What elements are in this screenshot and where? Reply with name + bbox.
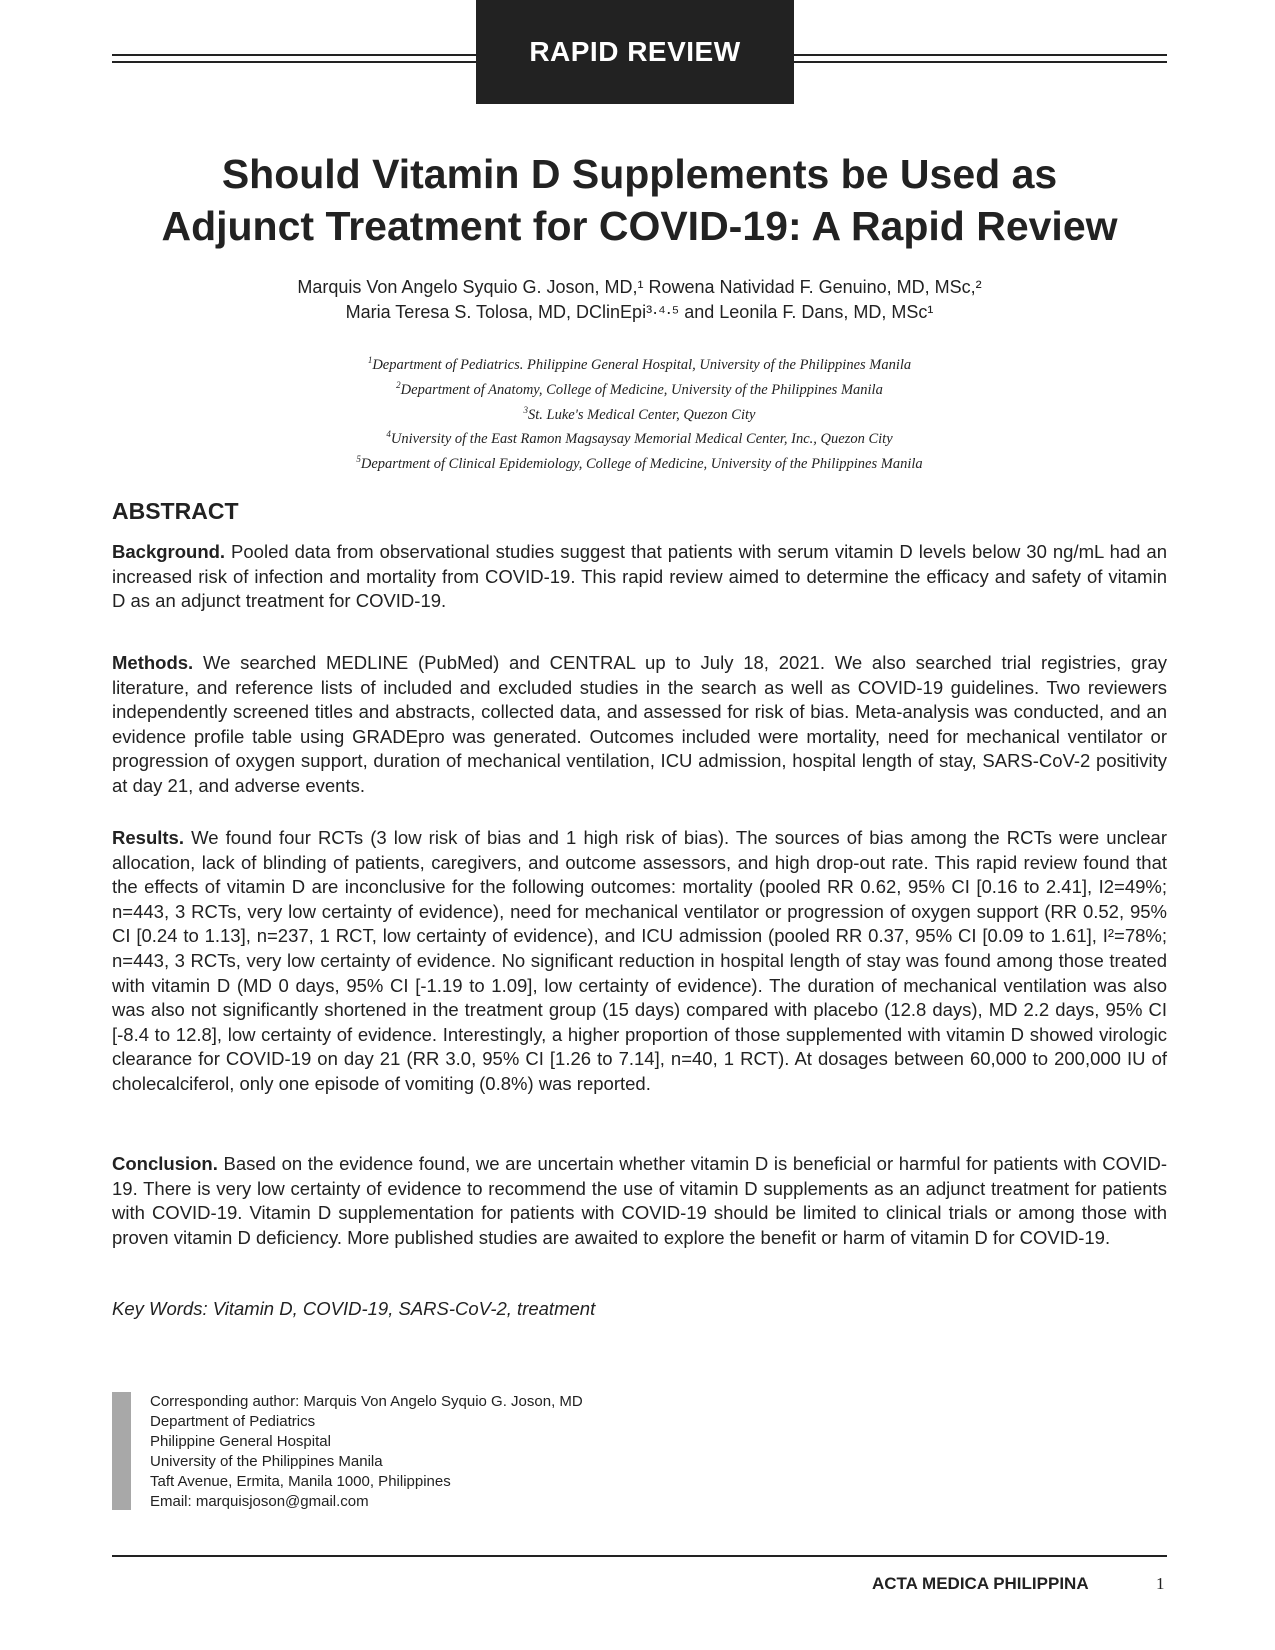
- article-title-line-1: Should Vitamin D Supplements be Used as: [221, 151, 1058, 197]
- background-text: Pooled data from observational studies suggest that patients with serum vitamin D levels below 30 ng/mL had an increased risk of infection and mortality from COVID-19. This rapid review aimed to determine the efficacy and safety of vitamin D as an adjunct treatment for COVID-19.: [112, 541, 1167, 612]
- conclusion-text: Based on the evidence found, we are uncertain whether vitamin D is beneficial or harmful for patients with COVID-19. There is very low certainty of evidence to recommend the use of vitamin D supplements as an adjunct treatment for patients with COVID-19. Vitamin D supplementation for patients with COVID-19 should be limited to clinical trials or among those with proven vitamin D deficiency. More published studies are awaited to explore the benefit or harm of vitamin D for COVID-19.: [112, 1153, 1167, 1248]
- background-label: Background.: [112, 541, 226, 562]
- corresponding-line: Department of Pediatrics: [150, 1413, 316, 1430]
- corresponding-author: [150, 1392, 583, 1512]
- results-text: We found four RCTs (3 low risk of bias and 1 high risk of bias). The sources of bias among the RCTs were unclear allocation, lack of blinding of patients, caregivers, and outcome assessors, and high drop-out rate. This rapid review found that the effects of vitamin D are inconclusive for the following outcomes: mortality (pooled RR 0.62, 95% CI [0.16 to 2.41], I2=49%; n=443, 3 RCTs, very low certainty of evidence), need for mechanical ventilator or progression of oxygen support (RR 0.52, 95% CI [0.24 to 1.13], n=237, 1 RCT, low certainty of evidence), and ICU admission (pooled RR 0.37, 95% CI [0.09 to 1.61], I²=78%; n=443, 3 RCTs, very low certainty of evidence. No significant reduction in hospital length of stay was found among those treated with vitamin D (MD 0 days, 95% CI [-1.19 to 1.09], low certainty of evidence). The duration of mechanical ventilation was also was also not significantly shortened in the treatment group (15 days) compared with placebo (12.8 days), MD 2.2 days, 95% CI [-8.4 to 12.8], low certainty of evidence. Interestingly, a higher proportion of those supplemented with vitamin D showed virologic clearance for COVID-19 on day 21 (RR 3.0, 95% CI [1.26 to 7.14], n=40, 1 RCT). At dosages between 60,000 to 200,000 IU of cholecalciferol, only one episode of vomiting (0.8%) was reported.: [112, 827, 1167, 1094]
- author-list: [112, 275, 1167, 325]
- methods-text: We searched MEDLINE (PubMed) and CENTRAL up to July 18, 2021. We also searched trial registries, gray literature, and reference lists of included and excluded studies in the search as well as COVID-19 guidelines. Two reviewers independently screened titles and abstracts, collected data, and assessed for risk of bias. Meta-analysis was conducted, and an evidence profile table using GRADEpro was generated. Outcomes included were mortality, need for mechanical ventilator or progression of oxygen support, duration of mechanical ventilation, ICU admission, hospital length of stay, SARS-CoV-2 positivity at day 21, and adverse events.: [112, 652, 1167, 796]
- author-line-2: Maria Teresa S. Tolosa, MD, DClinEpi³·⁴·⁵ and Leonila F. Dans, MD, MSc¹: [345, 302, 934, 322]
- corresponding-line: Corresponding author: Marquis Von Angelo Syquio G. Joson, MD: [150, 1393, 583, 1410]
- affiliation-item: $^2$Department of Anatomy, College of Medicine, University of the Philippines Manila: [396, 379, 883, 398]
- abstract-results: [112, 826, 1167, 1097]
- conclusion-label: Conclusion.: [112, 1153, 218, 1174]
- abstract-heading: ABSTRACT: [112, 498, 239, 524]
- affiliation-item: $^3$St. Luke's Medical Center, Quezon City: [523, 404, 756, 423]
- keywords: Key Words: Vitamin D, COVID-19, SARS-CoV-2, treatment: [112, 1298, 596, 1319]
- corresponding-author-bar: [112, 1392, 131, 1510]
- results-label: Results.: [112, 827, 184, 848]
- abstract-background: [112, 540, 1167, 614]
- affiliation-list: [112, 350, 1167, 474]
- corresponding-line: Philippine General Hospital: [150, 1433, 331, 1450]
- abstract-methods: [112, 651, 1167, 799]
- affiliation-item: $^5$Department of Clinical Epidemiology, College of Medicine, University of the Philippines Manila: [356, 454, 923, 473]
- affiliation-item: $^1$Department of Pediatrics. Philippine General Hospital, University of the Philippines Manila: [367, 355, 912, 373]
- author-line-1: Marquis Von Angelo Syquio G. Joson, MD,¹ Rowena Natividad F. Genuino, MD, MSc,²: [297, 277, 982, 297]
- section-label: RAPID REVIEW: [476, 0, 794, 104]
- abstract-conclusion: [112, 1152, 1167, 1250]
- page-number: 1: [1156, 1574, 1165, 1593]
- footer-rule: [112, 1555, 1167, 1557]
- corresponding-email[interactable]: Email: marquisjoson@gmail.com: [150, 1493, 369, 1510]
- article-title-line-2: Adjunct Treatment for COVID-19: A Rapid Review: [161, 203, 1118, 249]
- journal-name: ACTA MEDICA PHILIPPINA: [872, 1574, 1089, 1593]
- affiliation-item: $^4$University of the East Ramon Magsaysay Memorial Medical Center, Inc., Quezon City: [386, 429, 893, 448]
- corresponding-line: University of the Philippines Manila: [150, 1453, 383, 1470]
- article-title: [112, 148, 1167, 252]
- corresponding-line: Taft Avenue, Ermita, Manila 1000, Philippines: [150, 1473, 451, 1490]
- methods-label: Methods.: [112, 652, 194, 673]
